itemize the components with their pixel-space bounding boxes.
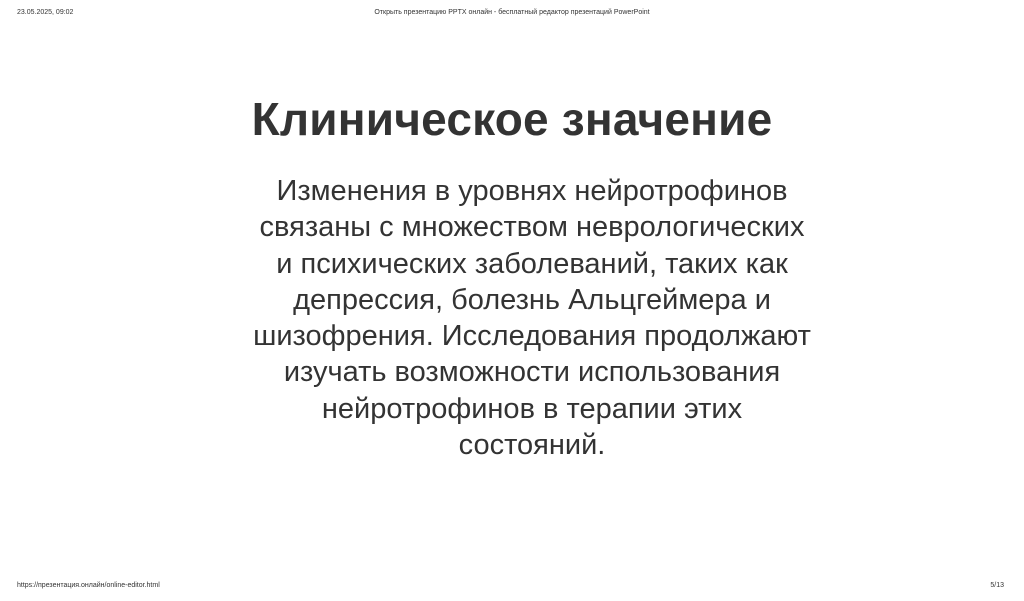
print-footer-page-number: 5/13 bbox=[990, 582, 1004, 589]
slide-body-line: шизофрения. Исследования продолжают bbox=[253, 320, 811, 353]
print-header-title: Открыть презентацию PPTX онлайн - бесплатный редактор презентаций PowerPoint bbox=[374, 9, 650, 16]
slide-body-line: Изменения в уровнях нейротрофинов bbox=[276, 175, 788, 207]
slide-body-line: изучать возможности использования bbox=[283, 356, 781, 389]
slide-body-line: состояний. bbox=[458, 429, 606, 462]
print-footer-url: https://презентация.онлайн/online-editor.html bbox=[17, 582, 160, 589]
slide-body-line: депрессия, болезнь Альцгеймера и bbox=[293, 283, 771, 316]
slide-body-line: и психических заболеваний, таких как bbox=[276, 247, 788, 280]
print-header-date: 23.05.2025, 09:02 bbox=[17, 9, 74, 16]
slide-body-line: связаны с множеством неврологических bbox=[259, 211, 805, 244]
slide-title: Клиническое значение bbox=[251, 93, 773, 145]
slide-body-line: нейротрофинов в терапии этих bbox=[321, 392, 743, 425]
slide bbox=[0, 30, 1024, 570]
slide-body bbox=[232, 173, 832, 463]
